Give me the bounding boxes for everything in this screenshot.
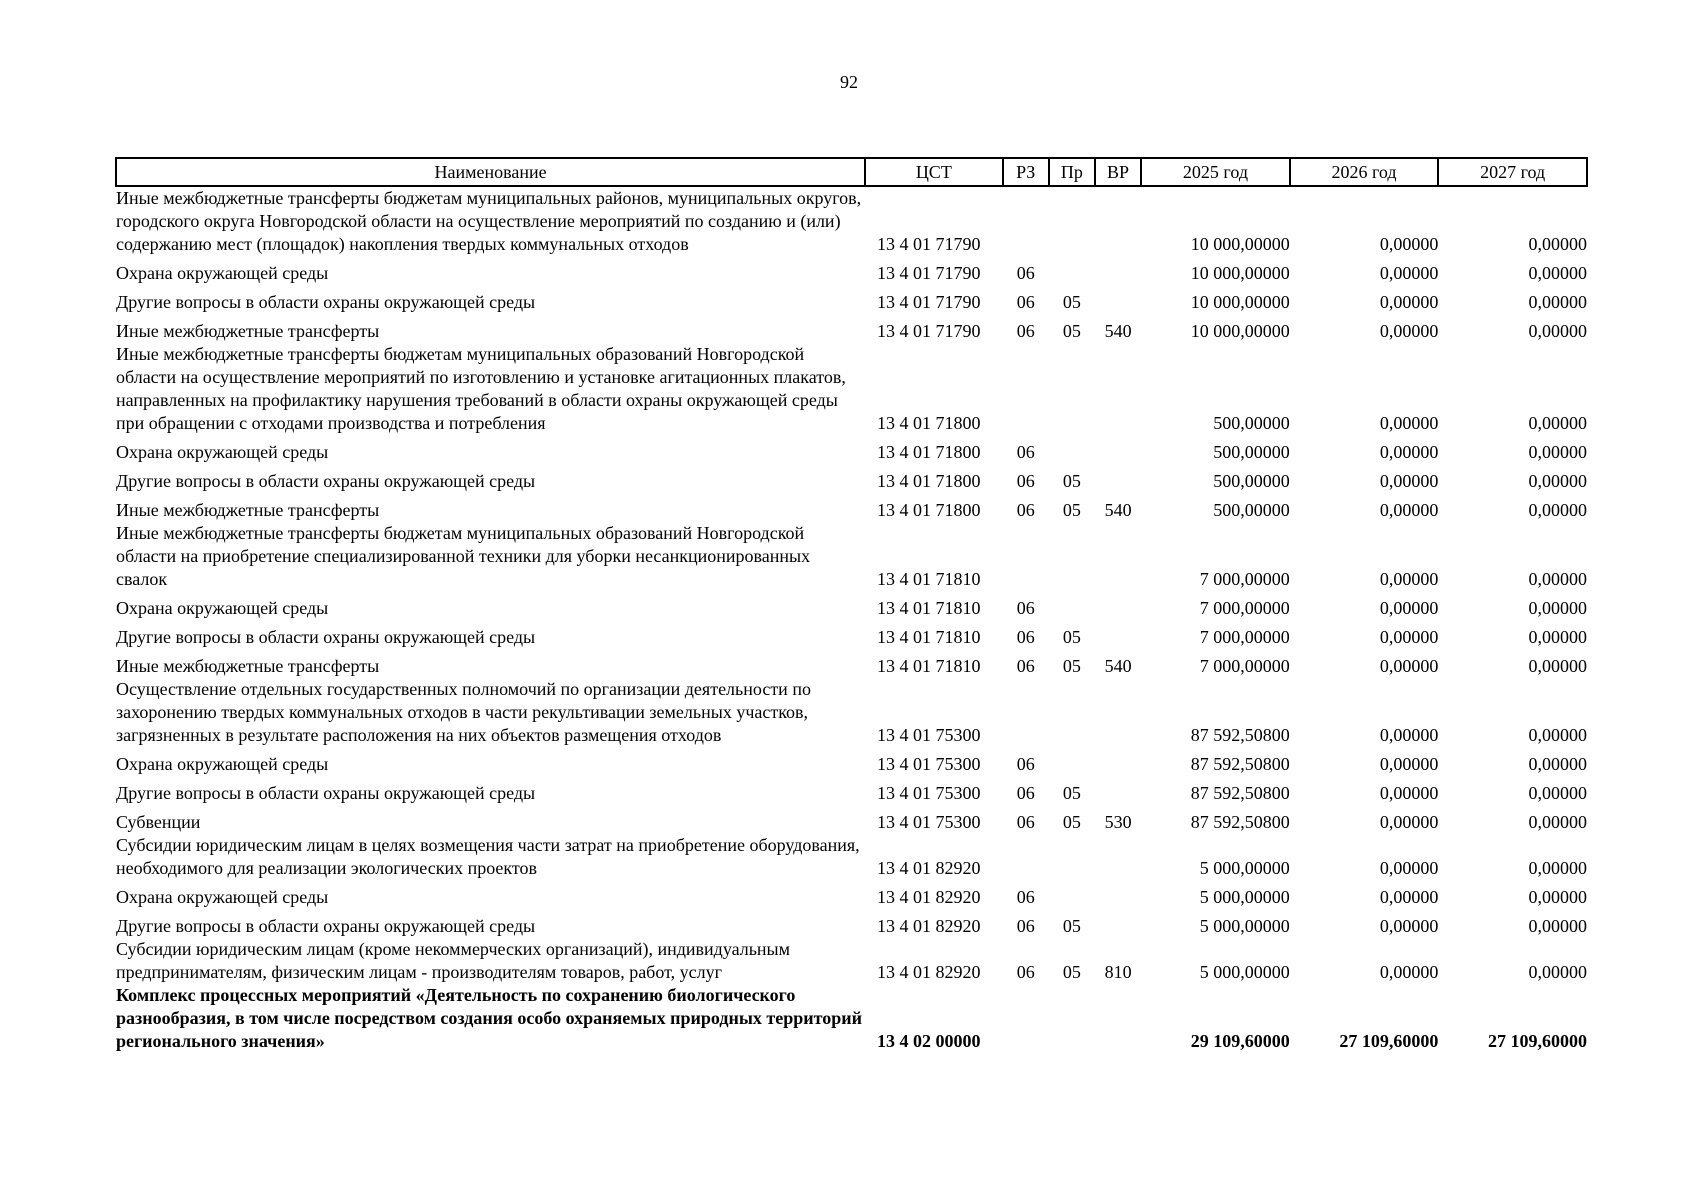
cell-pr: 05	[1062, 783, 1081, 803]
table-header	[116, 158, 1587, 186]
cell-rz: 06	[1016, 321, 1035, 341]
cell-name: Другие вопросы в области охраны окружающей среды	[116, 627, 536, 647]
table-row	[116, 880, 1587, 909]
header-rz: РЗ	[1003, 158, 1049, 186]
cell-pr	[1049, 343, 1095, 435]
cell-2025: 7 000,00000	[1199, 598, 1290, 618]
cell-2025: 7 000,00000	[1199, 569, 1290, 589]
cell-pr	[1049, 186, 1095, 256]
cell-name: Иные межбюджетные трансферты	[116, 500, 380, 520]
cell-rz: 06	[1016, 783, 1035, 803]
cell-2026: 0,00000	[1379, 569, 1439, 589]
table-row	[116, 909, 1587, 938]
cell-2025: 5 000,00000	[1199, 916, 1290, 936]
cell-rz: 06	[1016, 442, 1035, 462]
cell-pr: 05	[1062, 627, 1081, 647]
cell-2026: 0,00000	[1379, 858, 1439, 878]
cell-name: Другие вопросы в области охраны окружающей среды	[116, 916, 536, 936]
cell-rz	[1003, 186, 1049, 256]
cell-2027: 0,00000	[1528, 321, 1587, 341]
table-row	[116, 464, 1587, 493]
cell-rz: 06	[1016, 962, 1035, 982]
table-row	[116, 984, 1587, 1053]
cell-2026: 0,00000	[1379, 263, 1439, 283]
cell-name: Охрана окружающей среды	[116, 598, 329, 618]
cell-2027: 27 109,60000	[1488, 1031, 1587, 1051]
cell-cst: 13 4 01 71810	[877, 656, 981, 676]
cell-name: Иные межбюджетные трансферты	[116, 656, 380, 676]
cell-2026: 0,00000	[1379, 725, 1439, 745]
table-row	[116, 285, 1587, 314]
cell-2025: 5 000,00000	[1199, 858, 1290, 878]
table-row	[116, 256, 1587, 285]
cell-2027: 0,00000	[1528, 471, 1587, 491]
cell-vr: 810	[1104, 962, 1132, 982]
cell-pr: 05	[1062, 812, 1081, 832]
cell-pr: 05	[1062, 656, 1081, 676]
cell-cst: 13 4 01 75300	[877, 812, 981, 832]
cell-rz: 06	[1016, 598, 1035, 618]
table-row	[116, 314, 1587, 343]
cell-2026: 0,00000	[1379, 598, 1439, 618]
cell-cst: 13 4 01 71790	[877, 234, 981, 254]
cell-rz: 06	[1016, 887, 1035, 907]
table-row	[116, 343, 1587, 435]
cell-2026: 0,00000	[1379, 471, 1439, 491]
cell-rz: 06	[1016, 500, 1035, 520]
table-body	[116, 186, 1587, 1053]
page-number: 92	[840, 72, 858, 92]
cell-vr	[1095, 880, 1141, 909]
cell-name: Охрана окружающей среды	[116, 263, 329, 283]
cell-rz: 06	[1016, 656, 1035, 676]
cell-vr: 530	[1104, 812, 1132, 832]
cell-cst: 13 4 01 75300	[877, 783, 981, 803]
cell-name: Иные межбюджетные трансферты бюджетам муниципальных районов, муниципальных округов, городского округа Новгородской области на осуществление мероприятий по созданию и (или) содержанию мест (площадок) накопления твердых коммунальных отходов	[116, 188, 862, 254]
cell-cst: 13 4 01 71810	[877, 627, 981, 647]
cell-2025: 500,00000	[1213, 442, 1290, 462]
cell-pr	[1049, 435, 1095, 464]
cell-rz: 06	[1016, 916, 1035, 936]
cell-2027: 0,00000	[1528, 500, 1587, 520]
cell-2027: 0,00000	[1528, 887, 1587, 907]
cell-2027: 0,00000	[1528, 292, 1587, 312]
cell-2027: 0,00000	[1528, 442, 1587, 462]
cell-cst: 13 4 01 82920	[877, 887, 981, 907]
cell-2025: 10 000,00000	[1190, 234, 1290, 254]
table-row	[116, 678, 1587, 747]
header-pr: Пр	[1049, 158, 1095, 186]
cell-pr	[1049, 678, 1095, 747]
cell-pr	[1049, 591, 1095, 620]
cell-pr: 05	[1062, 292, 1081, 312]
cell-rz	[1003, 343, 1049, 435]
cell-name: Иные межбюджетные трансферты	[116, 321, 380, 341]
cell-2027: 0,00000	[1528, 858, 1587, 878]
cell-2026: 27 109,60000	[1339, 1031, 1439, 1051]
cell-2027: 0,00000	[1528, 783, 1587, 803]
cell-cst: 13 4 01 71790	[877, 321, 981, 341]
cell-2026: 0,00000	[1379, 413, 1439, 433]
cell-2026: 0,00000	[1379, 754, 1439, 774]
cell-2026: 0,00000	[1379, 962, 1439, 982]
table-row	[116, 938, 1587, 984]
budget-table	[115, 157, 1588, 1053]
cell-name: Другие вопросы в области охраны окружающей среды	[116, 292, 536, 312]
table-row	[116, 522, 1587, 591]
cell-rz	[1003, 984, 1049, 1053]
header-2026: 2026 год	[1290, 158, 1439, 186]
cell-2025: 10 000,00000	[1190, 321, 1290, 341]
cell-vr: 540	[1104, 656, 1132, 676]
cell-name: Охрана окружающей среды	[116, 887, 329, 907]
cell-2027: 0,00000	[1528, 656, 1587, 676]
cell-vr	[1095, 834, 1141, 880]
table-row	[116, 805, 1587, 834]
cell-vr	[1095, 747, 1141, 776]
cell-name: Охрана окружающей среды	[116, 442, 329, 462]
cell-vr	[1095, 678, 1141, 747]
cell-cst: 13 4 01 71790	[877, 263, 981, 283]
cell-2027: 0,00000	[1528, 725, 1587, 745]
cell-name: Комплекс процессных мероприятий «Деятельность по сохранению биологического разнообразия, в том числе посредством создания особо охраняемых природных территорий регионального значения»	[116, 985, 862, 1051]
cell-vr: 540	[1104, 321, 1132, 341]
cell-pr: 05	[1062, 962, 1081, 982]
cell-cst: 13 4 01 82920	[877, 962, 981, 982]
cell-name: Другие вопросы в области охраны окружающей среды	[116, 783, 536, 803]
cell-rz	[1003, 834, 1049, 880]
cell-vr	[1095, 776, 1141, 805]
table-row	[116, 649, 1587, 678]
cell-vr	[1095, 620, 1141, 649]
cell-pr: 05	[1062, 500, 1081, 520]
cell-pr	[1049, 880, 1095, 909]
cell-name: Субсидии юридическим лицам в целях возмещения части затрат на приобретение оборудования, необходимого для реализации экологических проектов	[116, 835, 860, 878]
cell-pr	[1049, 256, 1095, 285]
cell-2025: 500,00000	[1213, 500, 1290, 520]
cell-vr	[1095, 909, 1141, 938]
cell-rz: 06	[1016, 754, 1035, 774]
cell-cst: 13 4 01 71800	[877, 442, 981, 462]
cell-rz: 06	[1016, 812, 1035, 832]
cell-2025: 87 592,50800	[1190, 725, 1290, 745]
cell-pr: 05	[1062, 321, 1081, 341]
cell-vr	[1095, 256, 1141, 285]
cell-name: Иные межбюджетные трансферты бюджетам муниципальных образований Новгородской области на приобретение специализированной техники для уборки несанкционированных свалок	[116, 523, 811, 589]
header-cst: ЦСТ	[865, 158, 1003, 186]
cell-vr	[1095, 522, 1141, 591]
cell-rz	[1003, 522, 1049, 591]
cell-vr	[1095, 464, 1141, 493]
cell-2027: 0,00000	[1528, 754, 1587, 774]
table-row	[116, 747, 1587, 776]
cell-rz: 06	[1016, 263, 1035, 283]
cell-rz: 06	[1016, 471, 1035, 491]
cell-cst: 13 4 01 75300	[877, 754, 981, 774]
cell-2026: 0,00000	[1379, 442, 1439, 462]
cell-2025: 10 000,00000	[1190, 292, 1290, 312]
table-row	[116, 776, 1587, 805]
cell-pr	[1049, 834, 1095, 880]
cell-2027: 0,00000	[1528, 569, 1587, 589]
header-name: Наименование	[116, 158, 865, 186]
header-2027: 2027 год	[1438, 158, 1587, 186]
cell-2025: 7 000,00000	[1199, 656, 1290, 676]
cell-rz: 06	[1016, 627, 1035, 647]
cell-2027: 0,00000	[1528, 627, 1587, 647]
cell-name: Субсидии юридическим лицам (кроме некоммерческих организаций), индивидуальным предпринимателям, физическим лицам - производителям товаров, работ, услуг	[116, 939, 791, 982]
cell-vr	[1095, 343, 1141, 435]
cell-cst: 13 4 01 82920	[877, 858, 981, 878]
cell-cst: 13 4 01 71800	[877, 413, 981, 433]
cell-name: Иные межбюджетные трансферты бюджетам муниципальных образований Новгородской области на осуществление мероприятий по изготовлению и установке агитационных плакатов, направленных на профилактику нарушения требований в области охраны окружающей среды при обращении с отходами производства и потребления	[116, 344, 846, 433]
cell-vr	[1095, 591, 1141, 620]
cell-2026: 0,00000	[1379, 916, 1439, 936]
cell-2026: 0,00000	[1379, 627, 1439, 647]
cell-2027: 0,00000	[1528, 263, 1587, 283]
cell-pr	[1049, 984, 1095, 1053]
cell-2025: 87 592,50800	[1190, 783, 1290, 803]
cell-pr	[1049, 522, 1095, 591]
header-vr: ВР	[1095, 158, 1141, 186]
cell-2025: 7 000,00000	[1199, 627, 1290, 647]
cell-vr	[1095, 285, 1141, 314]
cell-2027: 0,00000	[1528, 234, 1587, 254]
table-row	[116, 591, 1587, 620]
cell-2026: 0,00000	[1379, 783, 1439, 803]
cell-2026: 0,00000	[1379, 812, 1439, 832]
cell-2027: 0,00000	[1528, 413, 1587, 433]
cell-2026: 0,00000	[1379, 292, 1439, 312]
table-row	[116, 620, 1587, 649]
cell-2027: 0,00000	[1528, 916, 1587, 936]
cell-2027: 0,00000	[1528, 812, 1587, 832]
cell-vr	[1095, 435, 1141, 464]
cell-2026: 0,00000	[1379, 321, 1439, 341]
cell-vr	[1095, 984, 1141, 1053]
cell-2025: 10 000,00000	[1190, 263, 1290, 283]
header-2025: 2025 год	[1141, 158, 1290, 186]
cell-2027: 0,00000	[1528, 598, 1587, 618]
cell-cst: 13 4 01 71800	[877, 471, 981, 491]
cell-cst: 13 4 02 00000	[877, 1031, 981, 1051]
cell-vr	[1095, 186, 1141, 256]
table-row	[116, 834, 1587, 880]
cell-2026: 0,00000	[1379, 656, 1439, 676]
cell-2025: 500,00000	[1213, 413, 1290, 433]
cell-cst: 13 4 01 82920	[877, 916, 981, 936]
cell-2025: 87 592,50800	[1190, 754, 1290, 774]
table-row	[116, 186, 1587, 256]
cell-name: Охрана окружающей среды	[116, 754, 329, 774]
cell-vr: 540	[1104, 500, 1132, 520]
cell-cst: 13 4 01 75300	[877, 725, 981, 745]
cell-cst: 13 4 01 71790	[877, 292, 981, 312]
cell-pr: 05	[1062, 471, 1081, 491]
cell-2026: 0,00000	[1379, 234, 1439, 254]
cell-name: Субвенции	[116, 812, 201, 832]
cell-name: Осуществление отдельных государственных полномочий по организации деятельности по захоронению твердых коммунальных отходов в части рекультивации земельных участков, загрязненных в результате расположения на них объектов размещения отходов	[116, 679, 811, 745]
cell-2025: 5 000,00000	[1199, 962, 1290, 982]
cell-2026: 0,00000	[1379, 887, 1439, 907]
cell-2025: 29 109,60000	[1190, 1031, 1290, 1051]
cell-pr	[1049, 747, 1095, 776]
cell-cst: 13 4 01 71800	[877, 500, 981, 520]
cell-rz	[1003, 678, 1049, 747]
table-row	[116, 493, 1587, 522]
cell-cst: 13 4 01 71810	[877, 598, 981, 618]
cell-cst: 13 4 01 71810	[877, 569, 981, 589]
table-row	[116, 435, 1587, 464]
cell-pr: 05	[1062, 916, 1081, 936]
cell-2025: 87 592,50800	[1190, 812, 1290, 832]
cell-rz: 06	[1016, 292, 1035, 312]
cell-2026: 0,00000	[1379, 500, 1439, 520]
cell-2025: 500,00000	[1213, 471, 1290, 491]
cell-2025: 5 000,00000	[1199, 887, 1290, 907]
cell-name: Другие вопросы в области охраны окружающей среды	[116, 471, 536, 491]
cell-2027: 0,00000	[1528, 962, 1587, 982]
